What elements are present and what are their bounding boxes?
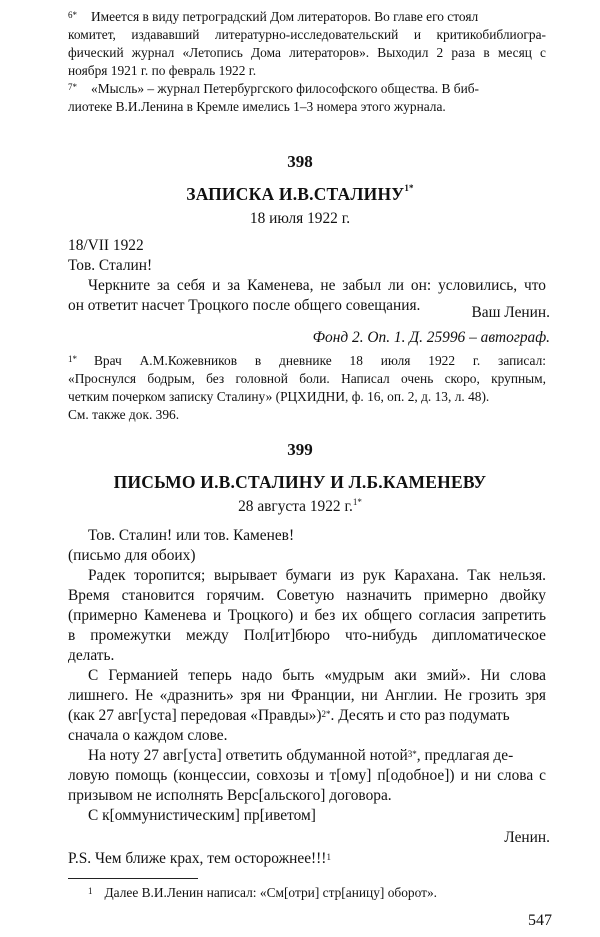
note-line: комитет, издававший литературно-исследовательский и критикобиблиогра- [68, 27, 546, 42]
doc-date-399 [0, 498, 600, 516]
note-line: фический журнал «Летопись Дома литераторов». Выходил 2 раза в месяц с [68, 45, 546, 60]
doc-title-398 [0, 184, 600, 205]
para1-line: в промежутки между Пол[ит]бюро что-нибудь дипломатическое [68, 627, 546, 644]
doc-date-text: 28 августа 1922 г. [238, 498, 353, 515]
page-number: 547 [528, 912, 552, 929]
footnote-line: «Проснулся бодрым, без головной боли. Написал очень скоро, крупным, [68, 371, 546, 386]
salutation: Тов. Сталин! [68, 257, 153, 274]
doc-number-398: 398 [287, 152, 313, 171]
title-footnote-marker: 1* [404, 183, 414, 193]
para2-line: сначала о каждом слове. [68, 727, 228, 744]
para2-text: (как 27 авг[уста] передовая «Правды») [68, 707, 322, 724]
footnote-marker: 1 [88, 886, 93, 896]
footnote-marker: 1* [68, 354, 77, 364]
para3-line [88, 746, 513, 766]
para2-line: С Германией теперь надо быть «мудрым аки змий». Ни слова [88, 667, 546, 684]
doc-number-399: 399 [287, 440, 313, 459]
date-footnote-marker: 1* [352, 497, 362, 507]
signature: Ваш Ленин. [471, 304, 550, 321]
footnote-ref: 2* [321, 709, 331, 719]
note-marker: 7* [68, 82, 77, 92]
note-marker: 6* [68, 10, 77, 20]
body-line: Черкните за себя и за Каменева, не забыл ли он: условились, что [88, 277, 546, 294]
para3-line: ловую помощь (концессии, совхозы и т[ому] п[одобное]) и ни слова с [68, 767, 546, 784]
see-also: См. также док. 396. [68, 407, 180, 422]
para2-text: . Десять и сто раз подумать [330, 707, 510, 724]
para3-text: На ноту 27 авг[уста] ответить обдуманной нотой [88, 747, 408, 764]
note-line: «Мысль» – журнал Петербургского философского общества. В биб- [91, 81, 480, 96]
bottom-footnote [88, 884, 437, 901]
body-line: он ответит насчет Троцкого после общего совещания. [68, 297, 421, 314]
postscript [68, 849, 331, 869]
para1-line: Радек торопится; вырывает бумаги из рук Карахана. Так нельзя. [88, 567, 546, 584]
doc-date-398: 18 июля 1922 г. [249, 210, 351, 227]
doc-title-399: ПИСЬМО И.В.СТАЛИНУ И Л.Б.КАМЕНЕВУ [113, 472, 487, 492]
footnote-ref: 1 [326, 852, 331, 862]
note-line: ноября 1921 г. по февраль 1922 г. [68, 63, 257, 78]
para1-line: (примерно Каменева и Троцкого) и без их общего согласия запретить [68, 607, 546, 624]
footnote-line: четким почерком записку Сталину» (РЦХИДНИ, ф. 16, оп. 2, д. 13, л. 48). [68, 389, 490, 404]
note-line: лиотеке В.И.Ленина в Кремле имелись 1–3 номера этого журнала. [68, 99, 446, 114]
para2-line [68, 706, 546, 726]
footnote-line: Врач А.М.Кожевников в дневнике 18 июля 1922 г. записал: [94, 353, 546, 368]
postscript-text: P.S. Чем ближе крах, тем осторожнее!!! [68, 850, 327, 867]
para3-text: , предлагая де- [416, 747, 514, 764]
letter-note: (письмо для обоих) [68, 547, 196, 564]
para2-line: лишнего. Не «дразнить» зря ни Франции, ни Англии. Не грозить зря [68, 687, 546, 704]
closing: С к[оммунистическим] пр[иветом] [88, 807, 316, 824]
note-line: Имеется в виду петроградский Дом литераторов. Во главе его стоял [91, 9, 479, 24]
para1-line: делать. [68, 647, 115, 664]
salutation: Тов. Сталин! или тов. Каменев! [88, 527, 295, 544]
footnote-ref: 3* [407, 749, 417, 759]
signature: Ленин. [504, 829, 550, 846]
archive-reference: Фонд 2. Оп. 1. Д. 25996 – автограф. [312, 329, 550, 346]
doc-title-text: ЗАПИСКА И.В.СТАЛИНУ [186, 184, 405, 204]
footnote-text: Далее В.И.Ленин написал: «См[отри] стр[аницу] оборот». [104, 885, 438, 900]
para3-line: призывом не исполнять Верс[альского] договора. [68, 787, 392, 804]
dateline: 18/VII 1922 [68, 237, 144, 254]
para1-line: Время становится горячим. Советую назначить примерно двойку [68, 587, 546, 604]
footnote-rule [68, 878, 198, 879]
